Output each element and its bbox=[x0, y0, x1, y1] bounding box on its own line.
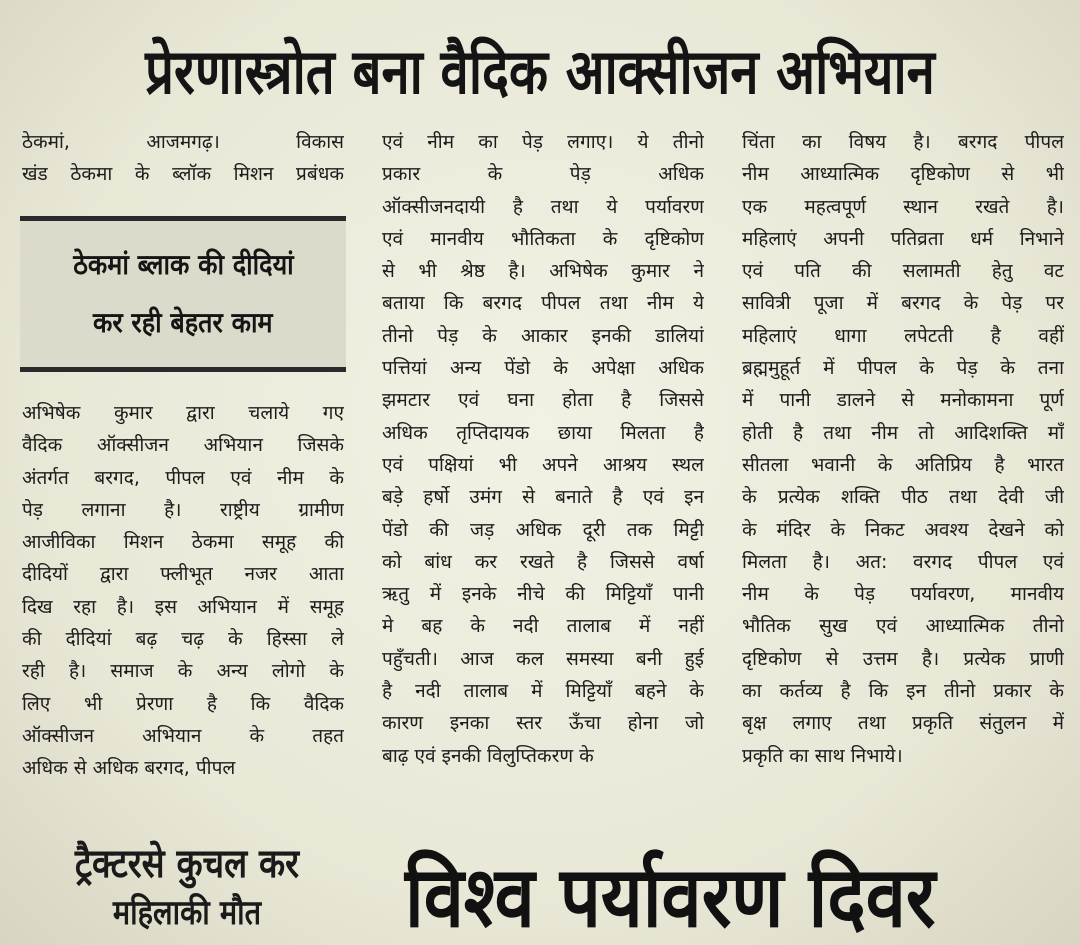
text-line: एवं पक्षियां भी अपने आश्रय स्थल bbox=[382, 453, 704, 476]
text-line: बताया कि बरगद पीपल तथा नीम ये bbox=[382, 292, 704, 315]
text-line: ऑक्सीजन अभियान के तहत bbox=[22, 724, 344, 747]
text-line: ऑक्सीजनदायी है तथा ये पर्यावरण bbox=[382, 195, 704, 218]
subheadline-line-2: कर रही बेहतर काम bbox=[93, 306, 273, 339]
text-line: का कर्तव्य है कि इन तीनो प्रकार के bbox=[742, 680, 1064, 703]
text-line: प्रकार के पेड़ अधिक bbox=[382, 163, 704, 186]
text-line: चिंता का विषय है। बरगद पीपल bbox=[742, 131, 1064, 153]
text-line: के मंदिर के निकट अवश्य देखने को bbox=[742, 518, 1064, 541]
text-line: बृक्ष लगाए तथा प्रकृति संतुलन में bbox=[742, 712, 1064, 735]
text-line: वैदिक ऑक्सीजन अभियान जिसके bbox=[22, 434, 344, 457]
secondary-headline bbox=[22, 838, 352, 936]
text-line: बड़े हर्षो उमंग से बनाते है एवं इन bbox=[382, 486, 704, 509]
text-line: होती है तथा नीम तो आदिशक्ति माँ bbox=[742, 421, 1064, 444]
text-line: अधिक तृप्तिदायक छाया मिलता है bbox=[382, 421, 704, 444]
text-line: अधिक से अधिक बरगद, पीपल bbox=[22, 757, 236, 780]
text-line: दीदियों द्वारा फ्लीभूत नजर आता bbox=[22, 563, 344, 586]
subheadline-box bbox=[20, 216, 346, 372]
text-line: अंतर्गत बरगद, पीपल एवं नीम के bbox=[22, 466, 344, 489]
column-1-body bbox=[22, 397, 344, 785]
text-line: ऋतु में इनके नीचे की मिट्टियाँ पानी bbox=[382, 583, 704, 606]
text-line: से भी श्रेष्ठ है। अभिषेक कुमार ने bbox=[382, 260, 704, 283]
text-line: पेंडो की जड़ अधिक दूरी तक मिट्टी bbox=[382, 518, 704, 541]
text-line: नीम आध्यात्मिक दृष्टिकोण से भी bbox=[742, 163, 1064, 186]
text-line: एवं नीम का पेड़ लगाए। ये तीनो bbox=[382, 131, 704, 153]
text-line: भौतिक सुख एवं आध्यात्मिक तीनो bbox=[742, 615, 1064, 638]
text-line: झमटार एवं घना होता है जिससे bbox=[382, 389, 704, 412]
text-line: दृष्टिकोण से उत्तम है। प्रत्येक प्राणी bbox=[742, 647, 1064, 670]
text-line: तीनो पेड़ के आकार इनकी डालियां bbox=[382, 324, 704, 347]
text-line: आजीविका मिशन ठेकमा समूह की bbox=[22, 531, 344, 554]
text-line: लिए भी प्रेरणा है कि वैदिक bbox=[22, 692, 344, 715]
environment-day-headline: विश्व पर्यावरण दिवर bbox=[405, 848, 936, 945]
text-line: खंड ठेकमा के ब्लॉक मिशन प्रबंधक bbox=[22, 163, 344, 186]
column-1-intro bbox=[22, 126, 344, 191]
text-line: के प्रत्येक शक्ति पीठ तथा देवी जी bbox=[742, 486, 1064, 509]
column-3 bbox=[742, 126, 1064, 772]
text-line: पेड़ लगाना है। राष्ट्रीय ग्रामीण bbox=[22, 498, 344, 521]
text-line: प्रकृति का साथ निभाये। bbox=[742, 744, 903, 767]
text-line: में पानी डालने से मनोकामना पूर्ण bbox=[742, 389, 1064, 412]
secondary-headline-line-1: ट्रैक्टरसे कुचल कर bbox=[74, 841, 300, 887]
text-line: ठेकमां, आजमगढ़। विकास bbox=[22, 131, 344, 153]
text-line: एवं मानवीय भौतिकता के दृष्टिकोण bbox=[382, 227, 704, 250]
text-line: एक महत्वपूर्ण स्थान रखते है। bbox=[742, 195, 1064, 218]
text-line: महिलाएं धागा लपेटती है वहीं bbox=[742, 324, 1064, 347]
main-headline: प्रेरणास्त्रोत बना वैदिक आक्सीजन अभियान bbox=[145, 35, 935, 108]
subheadline-line-1: ठेकमां ब्लाक की दीदियां bbox=[72, 248, 294, 281]
text-line: नीम के पेड़ पर्यावरण, मानवीय bbox=[742, 583, 1064, 606]
text-line: ब्रह्ममुहूर्त में पीपल के पेड़ के तना bbox=[742, 357, 1064, 380]
secondary-headline-line-2: महिलाकी मौत bbox=[112, 893, 262, 933]
text-line: पत्तियां अन्य पेंडो के अपेक्षा अधिक bbox=[382, 357, 704, 380]
text-line: कारण इनका स्तर ऊँचा होना जो bbox=[382, 712, 704, 735]
text-line: पहुँचती। आज कल समस्या बनी हुई bbox=[382, 647, 704, 670]
text-line: है नदी तालाब में मिट्टियाँ बहने के bbox=[382, 680, 704, 703]
text-line: को बांध कर रखते है जिससे वर्षा bbox=[382, 550, 704, 573]
text-line: मिलता है। अत: वरगद पीपल एवं bbox=[742, 550, 1064, 573]
text-line: मे बह के नदी तालाब में नहीं bbox=[382, 615, 704, 638]
text-line: बाढ़ एवं इनकी विलुप्तिकरण के bbox=[382, 744, 594, 767]
text-line: एवं पति की सलामती हेतु वट bbox=[742, 260, 1064, 283]
text-line: सावित्री पूजा में बरगद के पेड़ पर bbox=[742, 292, 1064, 315]
text-line: सीतला भवानी के अतिप्रिय है भारत bbox=[742, 453, 1064, 476]
text-line: महिलाएं अपनी पतिव्रता धर्म निभाने bbox=[742, 227, 1064, 250]
text-line: की दीदियां बढ़ चढ़ के हिस्सा ले bbox=[22, 628, 344, 651]
text-line: अभिषेक कुमार द्वारा चलाये गए bbox=[22, 402, 344, 424]
column-2 bbox=[382, 126, 704, 772]
text-line: रही है। समाज के अन्य लोगो के bbox=[22, 660, 344, 683]
text-line: दिख रहा है। इस अभियान में समूह bbox=[22, 595, 344, 618]
